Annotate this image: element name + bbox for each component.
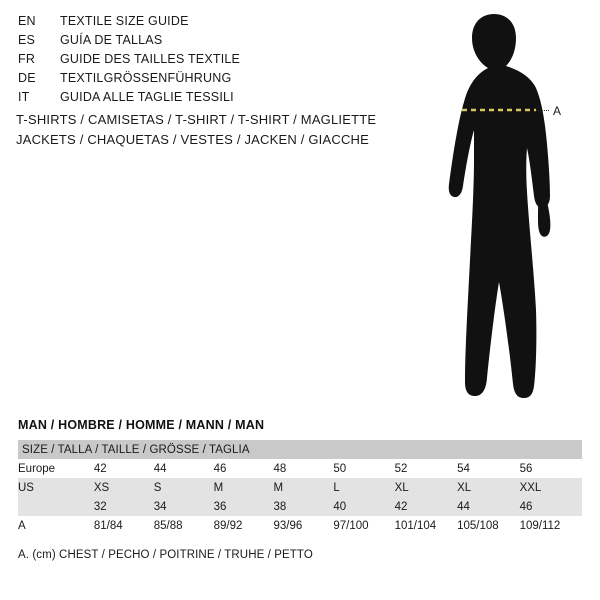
row-label	[18, 497, 94, 516]
cell-value: 44	[154, 459, 214, 478]
cell-value: 34	[154, 497, 214, 516]
table-row	[18, 516, 582, 535]
cell-value: XXL	[520, 478, 582, 497]
cell-value: 50	[333, 459, 394, 478]
cell-value: 93/96	[273, 516, 333, 535]
language-row	[18, 71, 378, 90]
language-row	[18, 33, 378, 52]
male-silhouette-figure	[400, 10, 600, 410]
table-row	[18, 497, 582, 516]
table-header-row	[18, 440, 582, 459]
cell-value: XL	[457, 478, 520, 497]
table-row	[18, 459, 582, 478]
cell-value: 81/84	[94, 516, 154, 535]
cell-value: 46	[214, 459, 274, 478]
chest-measure-line	[400, 10, 600, 410]
language-code: IT	[18, 90, 30, 104]
language-row	[18, 52, 378, 71]
cell-value: 42	[395, 497, 458, 516]
language-list	[18, 14, 378, 109]
language-code: FR	[18, 52, 36, 66]
language-row	[18, 14, 378, 33]
measure-label-a: A	[553, 104, 562, 118]
measure-leader-line	[536, 110, 549, 111]
language-text: TEXTILGRÖSSENFÜHRUNG	[60, 71, 232, 85]
cell-value: 56	[520, 459, 582, 478]
cell-value: 52	[395, 459, 458, 478]
footnote-chest-measure: A. (cm) CHEST / PECHO / POITRINE / TRUHE / PETTO	[18, 549, 313, 561]
cell-value: L	[333, 478, 394, 497]
language-text: GUIDA ALLE TAGLIE TESSILI	[60, 90, 234, 104]
cell-value: 32	[94, 497, 154, 516]
language-text: GUÍA DE TALLAS	[60, 33, 163, 47]
cell-value: XL	[395, 478, 458, 497]
category-tshirts: T-SHIRTS / CAMISETAS / T-SHIRT / T-SHIRT / MAGLIETTE	[16, 112, 377, 127]
table-row	[18, 478, 582, 497]
cell-value: 97/100	[333, 516, 394, 535]
cell-value: M	[214, 478, 274, 497]
cell-value: 44	[457, 497, 520, 516]
cell-value: 38	[273, 497, 333, 516]
table-header-label: SIZE / TALLA / TAILLE / GRÖSSE / TAGLIA	[22, 443, 250, 456]
cell-value: XS	[94, 478, 154, 497]
cell-value: 46	[520, 497, 582, 516]
language-code: ES	[18, 33, 36, 47]
cell-value: 105/108	[457, 516, 520, 535]
cell-value: 89/92	[214, 516, 274, 535]
table-title-man: MAN / HOMBRE / HOMME / MANN / MAN	[18, 418, 265, 432]
language-code: EN	[18, 14, 36, 28]
row-label: Europe	[18, 459, 94, 478]
cell-value: 48	[273, 459, 333, 478]
cell-value: 36	[214, 497, 274, 516]
language-text: GUIDE DES TAILLES TEXTILE	[60, 52, 241, 66]
language-code: DE	[18, 71, 36, 85]
row-label: US	[18, 478, 94, 497]
cell-value: M	[273, 478, 333, 497]
category-jackets: JACKETS / CHAQUETAS / VESTES / JACKEN / GIACCHE	[16, 132, 370, 147]
cell-value: 101/104	[395, 516, 458, 535]
cell-value: 40	[333, 497, 394, 516]
cell-value: S	[154, 478, 214, 497]
size-table	[18, 440, 582, 535]
row-label: A	[18, 516, 94, 535]
cell-value: 54	[457, 459, 520, 478]
language-row	[18, 90, 378, 109]
cell-value: 109/112	[520, 516, 582, 535]
cell-value: 85/88	[154, 516, 214, 535]
category-list	[16, 110, 416, 150]
language-text: TEXTILE SIZE GUIDE	[60, 14, 189, 28]
cell-value: 42	[94, 459, 154, 478]
